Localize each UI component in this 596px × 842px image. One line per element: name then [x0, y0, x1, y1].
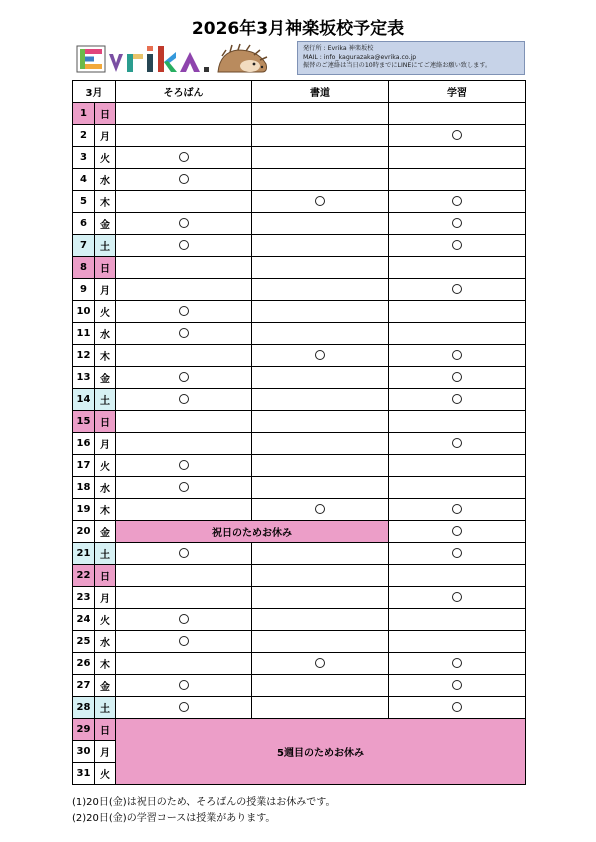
footnote-1: (1)20日(金)は祝日のため、そろばんの授業はお休みです。 — [72, 797, 336, 808]
gakushu-cell — [389, 587, 526, 609]
date-cell: 25 — [73, 631, 95, 653]
weekday-cell: 月 — [95, 587, 116, 609]
gakushu-cell — [389, 565, 526, 587]
gakushu-cell — [389, 345, 526, 367]
soroban-cell — [116, 411, 252, 433]
weekday-cell: 月 — [95, 741, 116, 763]
table-row — [73, 257, 526, 279]
soroban-cell — [116, 675, 252, 697]
soroban-cell — [116, 543, 252, 565]
gakushu-cell — [389, 411, 526, 433]
class-scheduled-mark — [452, 504, 462, 514]
gakushu-cell — [389, 191, 526, 213]
weekday-cell: 木 — [95, 345, 116, 367]
column-header-shodo: 書道 — [252, 81, 389, 103]
logo-letter-e — [77, 46, 105, 72]
shodo-cell — [252, 631, 389, 653]
weekday-cell: 火 — [95, 763, 116, 785]
shodo-cell — [252, 455, 389, 477]
table-row — [73, 521, 526, 543]
soroban-cell — [116, 235, 252, 257]
class-scheduled-mark — [179, 548, 189, 558]
class-scheduled-mark — [452, 680, 462, 690]
soroban-cell — [116, 433, 252, 455]
class-scheduled-mark — [179, 636, 189, 646]
date-cell: 4 — [73, 169, 95, 191]
table-row — [73, 213, 526, 235]
soroban-cell — [116, 169, 252, 191]
holiday-closed-cell: 祝日のためお休み — [116, 521, 389, 543]
date-cell: 9 — [73, 279, 95, 301]
date-cell: 19 — [73, 499, 95, 521]
table-row — [73, 543, 526, 565]
date-cell: 31 — [73, 763, 95, 785]
shodo-cell — [252, 565, 389, 587]
shodo-cell — [252, 653, 389, 675]
date-cell: 27 — [73, 675, 95, 697]
soroban-cell — [116, 367, 252, 389]
weekday-cell: 木 — [95, 191, 116, 213]
date-cell: 6 — [73, 213, 95, 235]
table-header-row — [73, 81, 526, 103]
footnote-2: (2)20日(金)の学習コースは授業があります。 — [72, 813, 276, 824]
soroban-cell — [116, 631, 252, 653]
gakushu-cell — [389, 367, 526, 389]
weekday-cell: 月 — [95, 125, 116, 147]
weekday-cell: 日 — [95, 411, 116, 433]
shodo-cell — [252, 411, 389, 433]
class-scheduled-mark — [179, 152, 189, 162]
class-scheduled-mark — [179, 218, 189, 228]
shodo-cell — [252, 257, 389, 279]
shodo-cell — [252, 147, 389, 169]
date-cell: 10 — [73, 301, 95, 323]
schedule-table — [72, 80, 526, 785]
table-row — [73, 499, 526, 521]
hedgehog-icon — [218, 44, 267, 72]
table-row — [73, 169, 526, 191]
date-cell: 24 — [73, 609, 95, 631]
class-scheduled-mark — [179, 702, 189, 712]
gakushu-cell — [389, 279, 526, 301]
page-title: 2026年3月神楽坂校予定表 — [191, 19, 405, 39]
gakushu-cell — [389, 631, 526, 653]
weekday-cell: 水 — [95, 169, 116, 191]
date-cell: 29 — [73, 719, 95, 741]
shodo-cell — [252, 433, 389, 455]
class-scheduled-mark — [179, 614, 189, 624]
table-row — [73, 433, 526, 455]
weekday-cell: 火 — [95, 301, 116, 323]
weekday-cell: 水 — [95, 323, 116, 345]
table-row — [73, 323, 526, 345]
logo-letter-a — [180, 52, 209, 72]
weekday-cell: 土 — [95, 389, 116, 411]
class-scheduled-mark — [452, 372, 462, 382]
class-scheduled-mark — [315, 658, 325, 668]
logo-letter-v — [109, 54, 123, 72]
date-cell: 26 — [73, 653, 95, 675]
soroban-cell — [116, 653, 252, 675]
class-scheduled-mark — [452, 526, 462, 536]
class-scheduled-mark — [452, 438, 462, 448]
gakushu-cell — [389, 433, 526, 455]
weekday-cell: 日 — [95, 103, 116, 125]
weekday-cell: 月 — [95, 279, 116, 301]
soroban-cell — [116, 697, 252, 719]
date-cell: 17 — [73, 455, 95, 477]
soroban-cell — [116, 587, 252, 609]
date-cell: 15 — [73, 411, 95, 433]
class-scheduled-mark — [452, 196, 462, 206]
table-row — [73, 697, 526, 719]
gakushu-cell — [389, 323, 526, 345]
class-scheduled-mark — [179, 240, 189, 250]
shodo-cell — [252, 675, 389, 697]
weekday-cell: 火 — [95, 609, 116, 631]
shodo-cell — [252, 191, 389, 213]
weekday-cell: 土 — [95, 235, 116, 257]
date-cell: 13 — [73, 367, 95, 389]
shodo-cell — [252, 279, 389, 301]
soroban-cell — [116, 103, 252, 125]
class-scheduled-mark — [452, 130, 462, 140]
shodo-cell — [252, 543, 389, 565]
email-line: MAIL : info_kagurazaka@evrika.co.jp — [303, 53, 417, 61]
table-row — [73, 367, 526, 389]
month-header: 3月 — [73, 81, 116, 103]
date-cell: 21 — [73, 543, 95, 565]
gakushu-cell — [389, 235, 526, 257]
class-scheduled-mark — [315, 504, 325, 514]
soroban-cell — [116, 279, 252, 301]
date-cell: 3 — [73, 147, 95, 169]
shodo-cell — [252, 697, 389, 719]
shodo-cell — [252, 609, 389, 631]
table-row — [73, 631, 526, 653]
date-cell: 18 — [73, 477, 95, 499]
class-scheduled-mark — [179, 372, 189, 382]
soroban-cell — [116, 345, 252, 367]
evrika-logo — [76, 42, 276, 76]
table-row — [73, 301, 526, 323]
soroban-cell — [116, 565, 252, 587]
gakushu-cell — [389, 521, 526, 543]
soroban-cell — [116, 147, 252, 169]
footnotes — [72, 795, 336, 827]
weekday-cell: 水 — [95, 631, 116, 653]
weekday-cell: 金 — [95, 675, 116, 697]
column-header-soroban: そろばん — [116, 81, 252, 103]
table-row — [73, 565, 526, 587]
class-scheduled-mark — [452, 592, 462, 602]
class-scheduled-mark — [452, 658, 462, 668]
date-cell: 28 — [73, 697, 95, 719]
weekday-cell: 木 — [95, 499, 116, 521]
gakushu-cell — [389, 543, 526, 565]
class-scheduled-mark — [179, 482, 189, 492]
table-row — [73, 235, 526, 257]
class-scheduled-mark — [452, 702, 462, 712]
schedule-body — [73, 103, 526, 785]
table-row — [73, 587, 526, 609]
gakushu-cell — [389, 213, 526, 235]
date-cell: 11 — [73, 323, 95, 345]
date-cell: 22 — [73, 565, 95, 587]
class-scheduled-mark — [315, 196, 325, 206]
publisher-info-box — [297, 41, 525, 75]
table-row — [73, 411, 526, 433]
gakushu-cell — [389, 675, 526, 697]
table-row — [73, 279, 526, 301]
shodo-cell — [252, 125, 389, 147]
shodo-cell — [252, 103, 389, 125]
class-scheduled-mark — [315, 350, 325, 360]
soroban-cell — [116, 191, 252, 213]
weekday-cell: 火 — [95, 455, 116, 477]
gakushu-cell — [389, 301, 526, 323]
weekday-cell: 金 — [95, 367, 116, 389]
weekday-cell: 日 — [95, 719, 116, 741]
weekday-cell: 水 — [95, 477, 116, 499]
weekday-cell: 日 — [95, 257, 116, 279]
class-scheduled-mark — [179, 328, 189, 338]
soroban-cell — [116, 477, 252, 499]
date-cell: 1 — [73, 103, 95, 125]
class-scheduled-mark — [179, 394, 189, 404]
date-cell: 12 — [73, 345, 95, 367]
table-row — [73, 389, 526, 411]
weekday-cell: 土 — [95, 697, 116, 719]
table-row — [73, 147, 526, 169]
shodo-cell — [252, 345, 389, 367]
table-row — [73, 653, 526, 675]
shodo-cell — [252, 367, 389, 389]
shodo-cell — [252, 301, 389, 323]
gakushu-cell — [389, 477, 526, 499]
shodo-cell — [252, 389, 389, 411]
date-cell: 14 — [73, 389, 95, 411]
shodo-cell — [252, 235, 389, 257]
soroban-cell — [116, 213, 252, 235]
class-scheduled-mark — [452, 240, 462, 250]
class-scheduled-mark — [179, 174, 189, 184]
shodo-cell — [252, 213, 389, 235]
weekday-cell: 金 — [95, 521, 116, 543]
class-scheduled-mark — [452, 350, 462, 360]
weekday-cell: 火 — [95, 147, 116, 169]
gakushu-cell — [389, 609, 526, 631]
table-row — [73, 455, 526, 477]
weekday-cell: 金 — [95, 213, 116, 235]
weekday-cell: 月 — [95, 433, 116, 455]
gakushu-cell — [389, 499, 526, 521]
soroban-cell — [116, 609, 252, 631]
soroban-cell — [116, 301, 252, 323]
class-scheduled-mark — [179, 306, 189, 316]
weekday-cell: 日 — [95, 565, 116, 587]
weekday-cell: 土 — [95, 543, 116, 565]
shodo-cell — [252, 169, 389, 191]
gakushu-cell — [389, 653, 526, 675]
table-row — [73, 103, 526, 125]
gakushu-cell — [389, 147, 526, 169]
soroban-cell — [116, 389, 252, 411]
soroban-cell — [116, 257, 252, 279]
table-row — [73, 477, 526, 499]
shodo-cell — [252, 499, 389, 521]
date-cell: 5 — [73, 191, 95, 213]
weekday-cell: 木 — [95, 653, 116, 675]
transfer-notice-line: 振替のご連絡は当日の10時までにLINEにてご連絡お願い致します。 — [303, 62, 492, 70]
date-cell: 8 — [73, 257, 95, 279]
gakushu-cell — [389, 455, 526, 477]
gakushu-cell — [389, 389, 526, 411]
gakushu-cell — [389, 257, 526, 279]
date-cell: 16 — [73, 433, 95, 455]
gakushu-cell — [389, 125, 526, 147]
table-row — [73, 609, 526, 631]
class-scheduled-mark — [452, 218, 462, 228]
gakushu-cell — [389, 169, 526, 191]
date-cell: 20 — [73, 521, 95, 543]
date-cell: 23 — [73, 587, 95, 609]
class-scheduled-mark — [179, 680, 189, 690]
table-row — [73, 719, 526, 741]
date-cell: 7 — [73, 235, 95, 257]
table-row — [73, 125, 526, 147]
soroban-cell — [116, 499, 252, 521]
shodo-cell — [252, 587, 389, 609]
date-cell: 2 — [73, 125, 95, 147]
logo-letter-k — [158, 46, 177, 72]
soroban-cell — [116, 323, 252, 345]
table-row — [73, 675, 526, 697]
gakushu-cell — [389, 103, 526, 125]
soroban-cell — [116, 455, 252, 477]
fifth-week-closed-cell: 5週目のためお休み — [116, 719, 526, 785]
class-scheduled-mark — [179, 460, 189, 470]
class-scheduled-mark — [452, 284, 462, 294]
class-scheduled-mark — [452, 394, 462, 404]
gakushu-cell — [389, 697, 526, 719]
table-row — [73, 191, 526, 213]
column-header-gakushu: 学習 — [389, 81, 526, 103]
class-scheduled-mark — [452, 548, 462, 558]
date-cell: 30 — [73, 741, 95, 763]
logo-letter-i — [147, 46, 153, 72]
publisher-line: 発行所 : Evrika 神楽坂校 — [303, 45, 374, 52]
shodo-cell — [252, 323, 389, 345]
logo-letter-r — [127, 54, 143, 72]
shodo-cell — [252, 477, 389, 499]
table-row — [73, 345, 526, 367]
soroban-cell — [116, 125, 252, 147]
